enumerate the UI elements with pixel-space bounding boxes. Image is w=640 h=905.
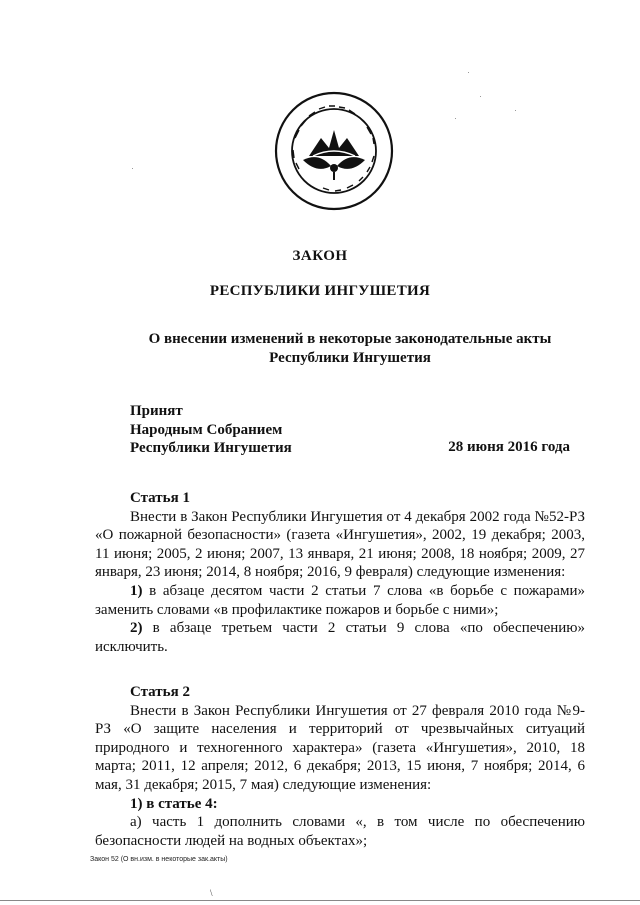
article-1-intro: Внести в Закон Республики Ингушетия от 4 декабря 2002 года №52-РЗ «О пожарной безопасности» (газета «Ингушетия», 2002, 19 декабря; 2003, 11 июня; 2005, 2 июня; 2007, 13 января, 21 июня; 2008, 18 ноября; 2009, 27 января, 23 июня; 2014, 8 ноября; 2016, 9 февраля) следующие изменения: bbox=[95, 508, 585, 581]
scan-speck bbox=[468, 72, 469, 73]
article-1-item-1-number: 1) bbox=[130, 582, 143, 599]
document-title: ЗАКОН bbox=[292, 248, 348, 264]
article-2-sub-1 bbox=[95, 795, 585, 814]
article-2-sub-1a: а) часть 1 дополнить словами «, в том числе по обеспечению безопасности людей на водных объектах»; bbox=[95, 814, 585, 849]
footer-filename: Закон 52 (О вн.изм. в некоторые зак.акты) bbox=[90, 856, 228, 863]
adoption-line-2: Народным Собранием bbox=[130, 421, 283, 438]
adoption-line-1: Принят bbox=[130, 403, 183, 419]
scan-speck bbox=[515, 110, 516, 111]
document-subject bbox=[120, 330, 580, 368]
adoption-date: 28 июня 2016 года bbox=[448, 439, 570, 455]
article-1-item-1 bbox=[95, 582, 585, 619]
scan-mark: \ bbox=[210, 888, 213, 898]
article-2-heading: Статья 2 bbox=[130, 684, 190, 700]
article-1-item-1-text: в абзаце десятом части 2 статьи 7 слова «в борьбе с пожарами» заменить словами «в профилактике пожаров и борьбе с ними»; bbox=[95, 582, 585, 618]
article-1-item-2-number: 2) bbox=[130, 620, 143, 637]
scan-speck bbox=[132, 168, 133, 169]
scan-speck bbox=[455, 118, 456, 119]
adoption-block bbox=[130, 402, 292, 458]
page-bottom-edge bbox=[0, 900, 640, 901]
adoption-line-3: Республики Ингушетия bbox=[130, 440, 292, 456]
republic-emblem-seal-icon bbox=[273, 90, 395, 212]
article-2-sub-1-text: 1) в статье 4: bbox=[130, 795, 218, 812]
document-subtitle: РЕСПУБЛИКИ ИНГУШЕТИЯ bbox=[209, 283, 431, 299]
article-1-item-2 bbox=[95, 619, 585, 656]
scan-speck bbox=[480, 96, 481, 97]
article-2 bbox=[95, 683, 585, 850]
subject-line-2: Республики Ингушетия bbox=[269, 350, 431, 366]
article-1 bbox=[95, 489, 585, 656]
article-1-item-2-text: в абзаце третьем части 2 статьи 9 слова «по обеспечению» исключить. bbox=[95, 620, 585, 655]
article-1-heading: Статья 1 bbox=[130, 490, 190, 506]
subject-line-1: О внесении изменений в некоторые законодательные акты bbox=[148, 331, 552, 347]
article-2-intro: Внести в Закон Республики Ингушетия от 27 февраля 2010 года №9-РЗ «О защите населения и территорий от чрезвычайных ситуаций природного и техногенного характера» (газета «Ингушетия», 2010, 18 марта; 2011, 12 апреля; 2012, 6 декабря; 2013, 15 июня, 7 ноября; 2014, 6 мая, 31 декабря; 2015, 7 мая) следующие изменения: bbox=[95, 702, 585, 793]
